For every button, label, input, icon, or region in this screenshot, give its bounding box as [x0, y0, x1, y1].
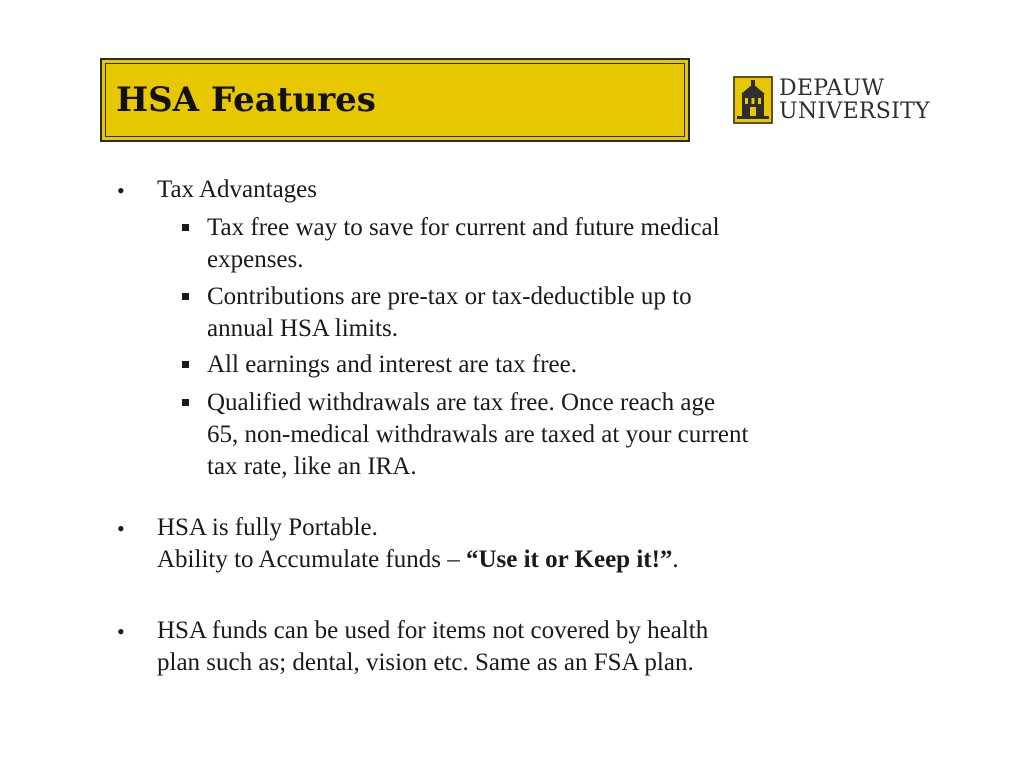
sub-bullet-2-line-1: Contributions are pre-tax or tax-deductible up to	[207, 283, 692, 310]
slide-title: HSA Features	[116, 80, 376, 120]
square-bullet-icon	[182, 293, 189, 300]
bullet-hsa-funds-line-1: HSA funds can be used for items not covered by health	[157, 617, 709, 644]
sub-bullet-2-line-2: annual HSA limits.	[207, 315, 398, 342]
bullet-tax-advantages: Tax Advantages	[157, 176, 318, 203]
sub-bullet-4-line-1: Qualified withdrawals are tax free. Once reach age	[207, 389, 716, 416]
sub-bullet-4-line-2: 65, non-medical withdrawals are taxed at your current	[207, 421, 749, 448]
bullet-portable-line-2	[157, 544, 679, 576]
use-it-or-keep-it-quote: “Use it or Keep it!”	[465, 546, 673, 573]
sub-bullet-4-line-3: tax rate, like an IRA.	[207, 453, 417, 480]
period: .	[672, 546, 679, 573]
logo-line-2: UNIVERSITY	[779, 99, 930, 124]
sub-bullet-1-line-2: expenses.	[207, 246, 304, 273]
bullet-dot: •	[117, 619, 125, 644]
square-bullet-icon	[182, 361, 189, 368]
accumulate-text: Ability to Accumulate funds –	[157, 546, 466, 573]
bullet-dot: •	[117, 516, 125, 541]
sub-bullet-1-line-1: Tax free way to save for current and future medical	[207, 214, 720, 241]
logo-line-1: DEPAUW	[779, 76, 885, 101]
sub-bullet-3-line-1: All earnings and interest are tax free.	[207, 351, 577, 378]
bullet-hsa-funds-line-2: plan such as; dental, vision etc. Same as an FSA plan.	[157, 649, 694, 676]
bullet-dot: •	[117, 178, 125, 203]
bullet-portable-line-1: HSA is fully Portable.	[157, 514, 378, 541]
square-bullet-icon	[182, 224, 189, 231]
square-bullet-icon	[182, 399, 189, 406]
